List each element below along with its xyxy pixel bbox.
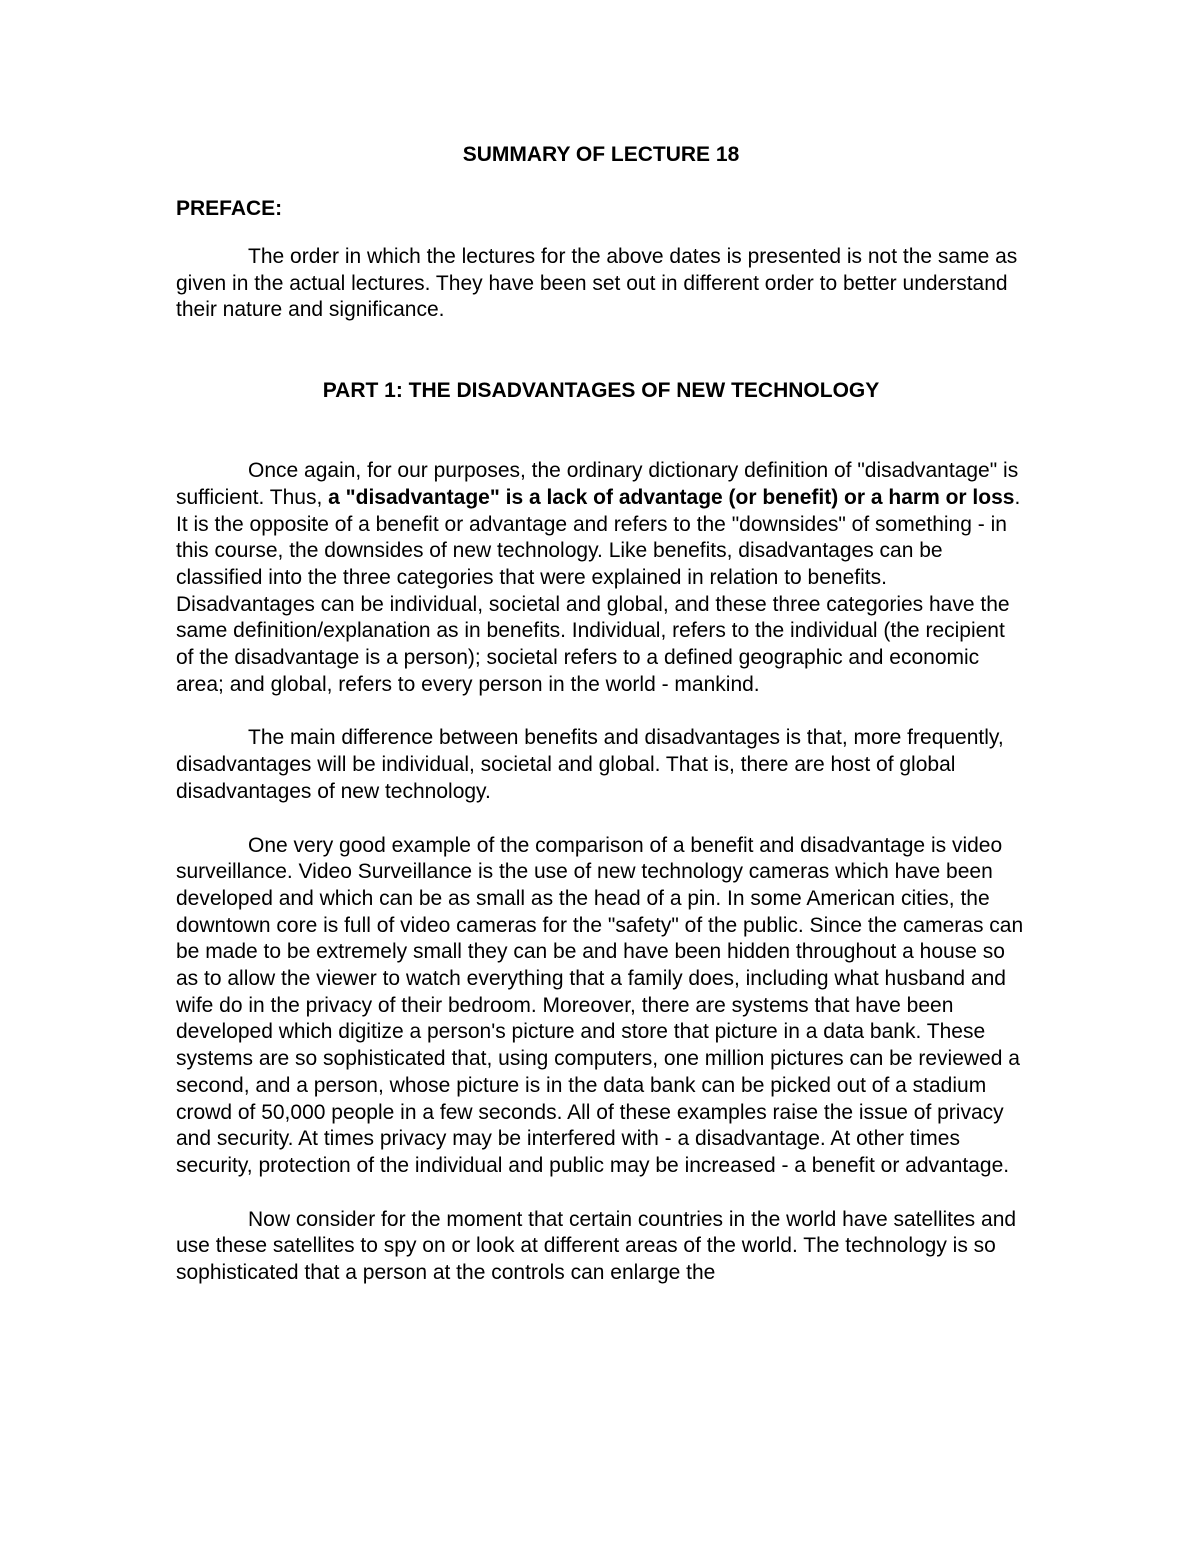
part1-paragraph-1-start: Once again, for our purposes, the ordinary dictionary definition of "disadvantage" is sufficient. Thus, [176,459,1019,509]
part1-paragraph-4: Now consider for the moment that certain countries in the world have satellites and use these satellites to spy on or look at different areas of the world. The technology is so sophisticated that a person at the controls can enlarge the [176,1207,1017,1285]
document-title: SUMMARY OF LECTURE 18 [462,143,740,166]
part1-paragraph-3: One very good example of the comparison of a benefit and disadvantage is video surveillance. Video Surveillance is the use of new technology cameras which have been developed and which can be as small as the head of a pin. In some American cities, the downtown core is full of video cameras for the "safety" of the public. Since the cameras can be made to be extremely small they can be and have been hidden throughout a house so as to allow the viewer to watch everything that a family does, including what husband and wife do in the privacy of their bedroom. Moreover, there are systems that have been developed which digitize a person's picture and store that picture in a data bank. These systems are so sophisticated that, using computers, one million pictures can be reviewed a second, and a person, whose picture is in the data bank can be picked out of a stadium crowd of 50,000 people in a few seconds. All of these examples raise the issue of privacy and security. At times privacy may be interfered with - a disadvantage. At other times security, protection of the individual and public may be increased - a benefit or advantage. [176,833,1024,1177]
part1-paragraph-2: The main difference between benefits and disadvantages is that, more frequently, disadvantages will be individual, societal and global. That is, there are host of global disadvantages of new technology. [176,726,1004,803]
part1-paragraph-1 [176,458,1026,698]
part1-paragraph-1-rest: . It is the opposite of a benefit or advantage and refers to the "downsides" of something - in this course, the downsides of new technology. Like benefits, disadvantages can be classified into the three categories that were explained in relation to benefits. Disadvantages can be individual, societal and global, and these three categories have the same definition/explanation as in benefits. Individual, refers to the individual (the recipient of the disadvantage is a person); societal refers to a defined geographic and economic area; and global, refers to every person in the world - mankind. [176,485,1021,696]
part1-heading: PART 1: THE DISADVANTAGES OF NEW TECHNOLOGY [322,379,880,403]
document-page [176,140,1026,1287]
preface-paragraph: The order in which the lectures for the above dates is presented is not the same as given in the actual lectures. They have been set out in different order to better understand their nature and significance. [176,245,1018,322]
preface-heading: PREFACE: [176,197,283,220]
disadvantage-definition: a "disadvantage" is a lack of advantage (or benefit) or a harm or loss [328,485,1015,509]
